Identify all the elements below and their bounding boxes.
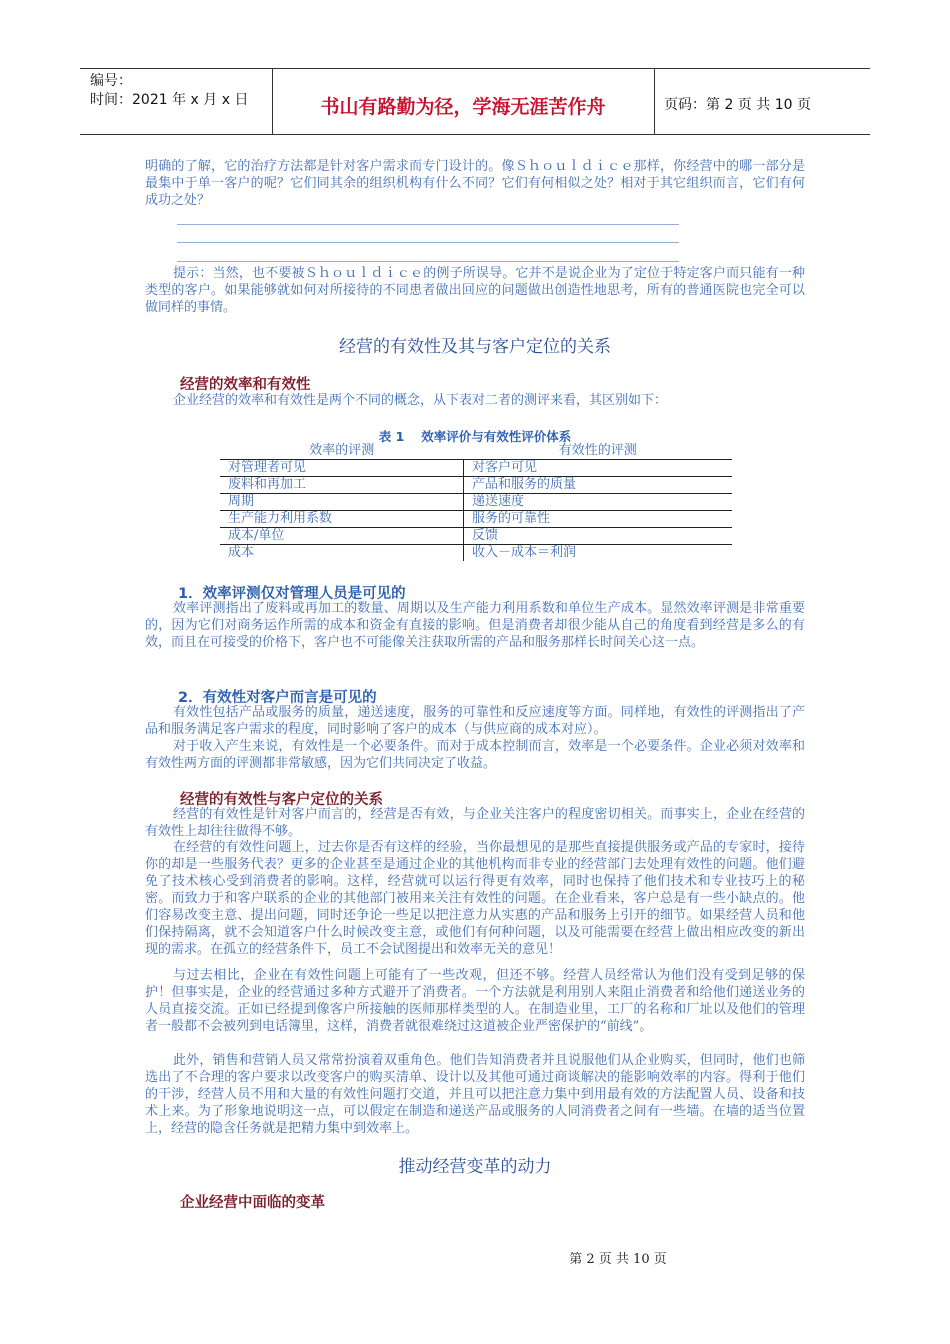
table-cell: 服务的可靠性 [464, 511, 733, 528]
table-cell: 收入－成本＝利润 [464, 545, 733, 562]
answer-line [177, 224, 679, 225]
table-cell: 成本 [220, 545, 464, 562]
point-paragraph: 有效性包括产品或服务的质量，递送速度，服务的可靠性和反应速度等方面。同样地，有效性的评测指出了产品和服务满足客户需求的程度，同时影响了客户的成本（与供应商的成本对应）。 [145, 705, 805, 737]
point-heading: 2．有效性对客户而言是可见的 [178, 690, 377, 706]
intro-paragraph: 明确的了解，它的治疗方法都是针对客户需求而专门设计的。像Ｓｈｏｕｌｄｉｃｅ那样，你经营中的哪一部分是最集中于单一客户的呢？它们同其余的组织机构有什么不同？它们有何相似之处？相对于其它组织而言，它们有何成功之处？ [145, 159, 805, 208]
table-row [220, 528, 732, 545]
table-cell: 反馈 [464, 528, 733, 545]
table-row [220, 460, 732, 477]
header-top-rule [80, 68, 870, 69]
table-row [220, 477, 732, 494]
section-paragraph: 此外，销售和营销人员又常常扮演着双重角色。他们告知消费者并且说服他们从企业购买，但同时，他们也筛选出了不合理的客户要求以改变客户的购买清单、设计以及其他可通过商谈解决的能影响效率的内容。得利于他们的干涉，经营人员不用和大量的有效性问题打交道，并且可以把注意力集中到用最有效的方法配置人员、设备和技术上来。为了形象地说明这一点，可以假定在制造和递送产品或服务的人同消费者之间有一些墙。在墙的适当位置上，经营的隐含任务就是把精力集中到效率上。 [145, 1053, 805, 1136]
section-title: 经营的有效性及其与客户定位的关系 [339, 337, 611, 357]
point-paragraph: 效率评测指出了废料或再加工的数量、周期以及生产能力利用系数和单位生产成本。显然效率评测是非常重要的，因为它们对商务运作所需的成本和资金有直接的影响。但是消费者却很少能从自己的角度看到经营是多么的有效，而且在可接受的价格下，客户也不可能像关注获取所需的产品和服务那样长时间关心这一点。 [145, 601, 805, 650]
header-bottom-rule [80, 134, 870, 135]
table-row [220, 494, 732, 511]
table-header-cell: 有效性的评测 [558, 443, 637, 458]
table-cell: 产品和服务的质量 [464, 477, 733, 494]
section-title: 推动经营变革的动力 [398, 1157, 552, 1177]
hint-paragraph: 提示：当然，也不要被Ｓｈｏｕｌｄｉｃｅ的例子所误导。它并不是说企业为了定位于特定客户而只能有一种类型的客户。如果能够就如何对所接待的不同患者做出回应的问题做出创造性地思考，所有的普通医院也完全可以做同样的事情。 [145, 266, 805, 315]
page-footer: 第 2 页 共 10 页 [569, 1252, 667, 1267]
answer-line [177, 261, 679, 262]
section-paragraph: 经营的有效性是针对客户而言的，经营是否有效，与企业关注客户的程度密切相关。而事实上，企业在经营的有效性上却往往做得不够。 [145, 807, 805, 839]
header-motto: 书山有路勤为径，学海无涯苦作舟 [320, 96, 606, 118]
table-cell: 废料和再加工 [220, 477, 464, 494]
header-divider-right [654, 68, 655, 135]
table-cell: 对客户可见 [464, 460, 733, 477]
header-time-label: 时间：2021 年 x 月 x 日 [90, 92, 249, 108]
table-cell: 成本/单位 [220, 528, 464, 545]
point-paragraph: 对于收入产生来说，有效性是一个必要条件。而对于成本控制而言，效率是一个必要条件。企业必须对效率和有效性两方面的评测都非常敏感，因为它们共同决定了收益。 [145, 739, 805, 771]
subsection-heading: 经营的效率和有效性 [180, 377, 311, 393]
table-cell: 周期 [220, 494, 464, 511]
table-cell: 对管理者可见 [220, 460, 464, 477]
table-caption: 表 1 效率评价与有效性评价体系 [378, 429, 572, 444]
table-cell: 递送速度 [464, 494, 733, 511]
section-paragraph: 与过去相比，企业在有效性问题上可能有了一些改观，但还不够。经营人员经常认为他们没有受到足够的保护！但事实是，企业的经营通过多种方式避开了消费者。一个方法就是利用别人来阻止消费者和给他们递送业务的人员直接交流。正如已经提到像客户所接触的医师那样类型的人。在制造业里，工厂的名称和厂址以及他们的管理者一般都不会被列到电话簿里，这样，消费者就很难绕过这道被企业严密保护的“前线”。 [145, 968, 805, 1034]
subsection-heading: 经营的有效性与客户定位的关系 [180, 792, 383, 808]
table-cell: 生产能力利用系数 [220, 511, 464, 528]
answer-line [177, 242, 679, 243]
header-page-label: 页码：第 2 页 共 10 页 [664, 97, 811, 113]
subsection-paragraph: 企业经营的效率和有效性是两个不同的概念，从下表对二者的测评来看，其区别如下： [173, 393, 668, 408]
point-heading: 1．效率评测仅对管理人员是可见的 [178, 586, 406, 602]
table-header-cell: 效率的评测 [309, 443, 375, 458]
header-number-label: 编号： [90, 73, 132, 89]
table-row [220, 511, 732, 528]
subsection-heading: 企业经营中面临的变革 [180, 1195, 325, 1211]
header-meta [90, 72, 248, 110]
table-row [220, 545, 732, 562]
section-paragraph: 在经营的有效性问题上，过去你是否有这样的经验，当你最想见的是那些直接提供服务或产品的专家时，接待你的却是一些服务代表？更多的企业甚至是通过企业的其他机构而非专业的经营部门去处理有效性的问题。他们避免了技术核心受到消费者的影响。这样，经营就可以运行得更有效率，同时也保持了他们技术和专业技巧上的秘密。而致力于和客户联系的企业的其他部门被用来关注有效性的问题。在企业看来，客户总是有一些小缺点的。他们容易改变主意、提出问题，同时还争论一些足以把注意力从实惠的产品和服务上引开的细节。如果经营人员和他们保持隔离，就不会知道客户什么时候改变主意，或他们有何种问题，以及可能需要在经营上做出相应改变的新出现的需求。在孤立的经营条件下，员工不会试图提出和效率无关的意见！ [145, 840, 805, 957]
comparison-table [220, 443, 732, 561]
